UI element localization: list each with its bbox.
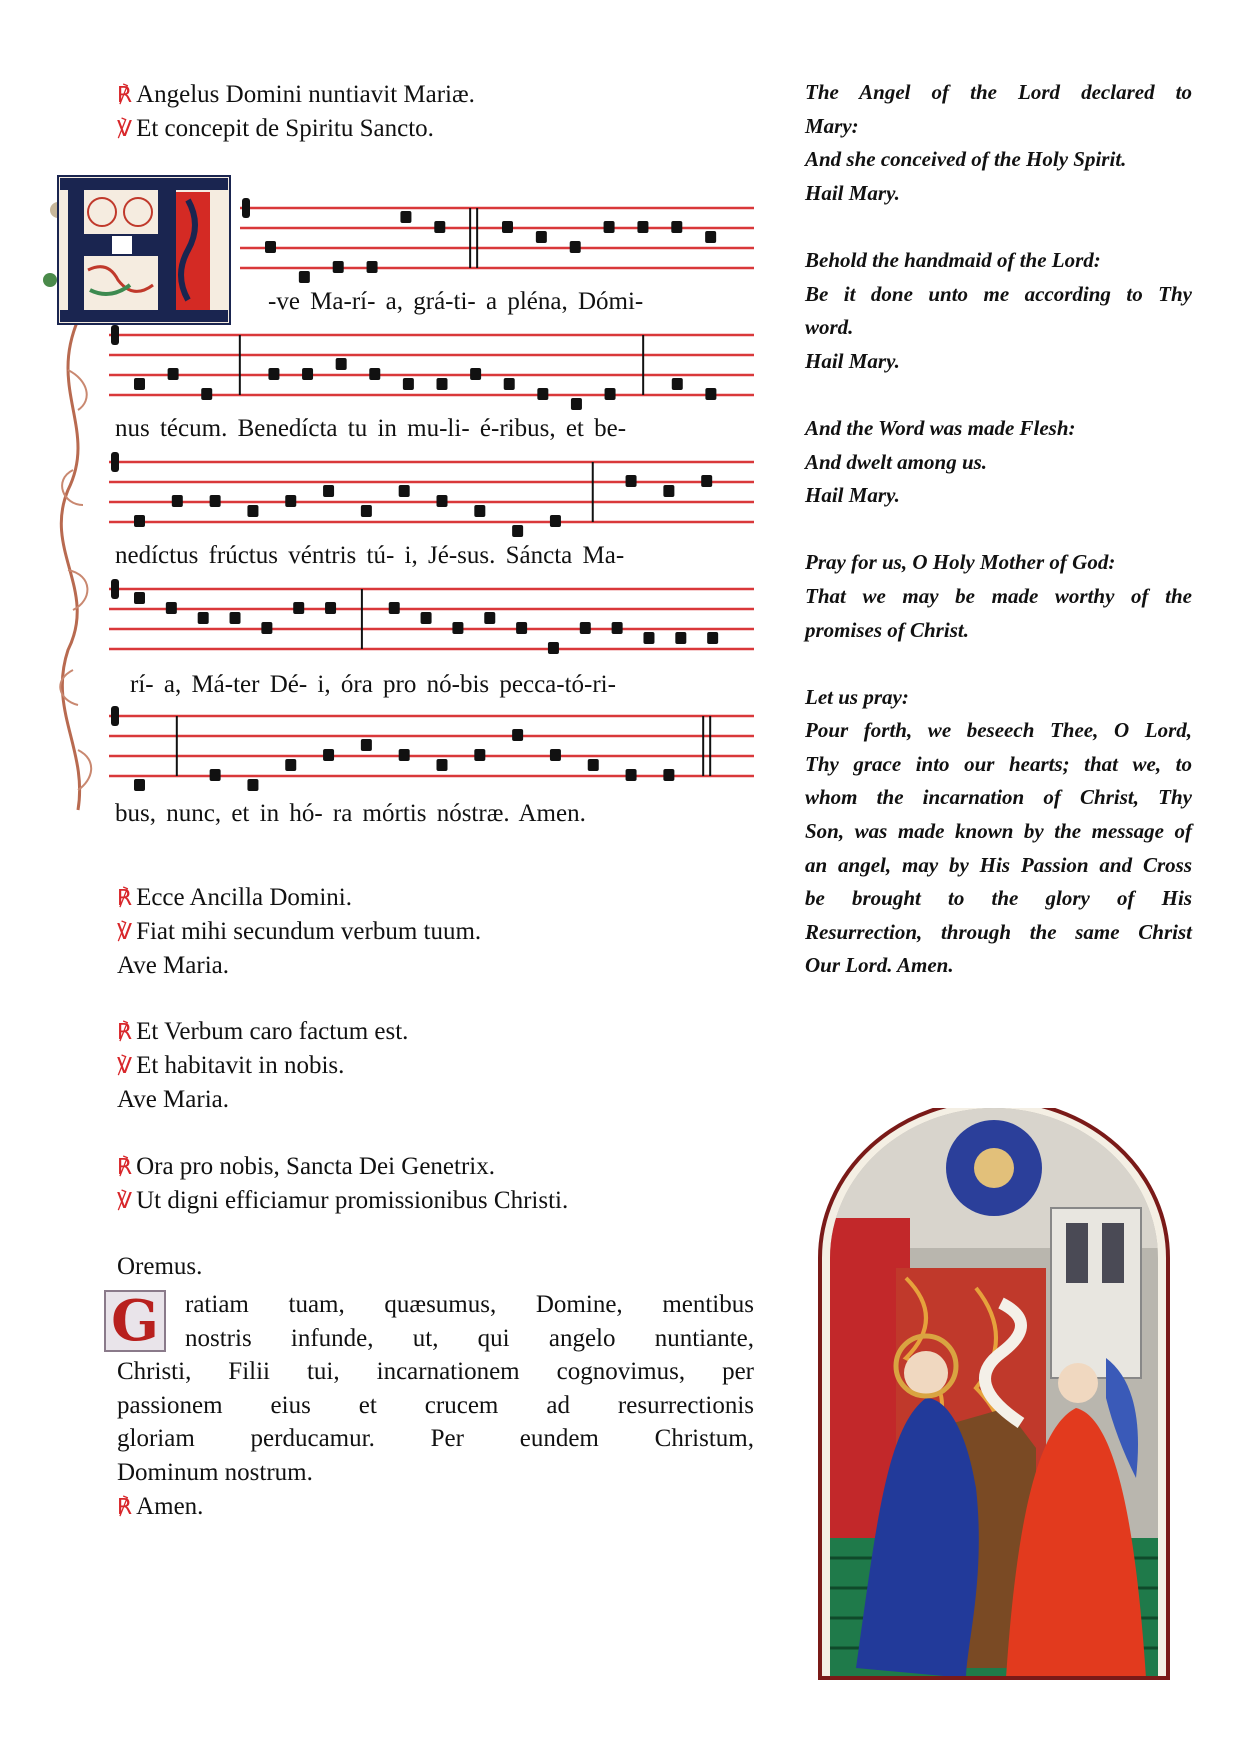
c-clef-icon: [242, 198, 250, 218]
prayer-line: gloriam perducamur. Per eundem Christum,: [117, 1425, 754, 1453]
neume-note: [701, 475, 712, 487]
neume-note: [434, 221, 445, 233]
neume-note: [198, 612, 209, 624]
prayer-line: nostris infunde, ut, qui angelo nuntiante,: [185, 1324, 754, 1352]
neume-note: [336, 358, 347, 370]
annunciation-miniature: [816, 1108, 1172, 1680]
neume-note: [367, 261, 378, 273]
neume-note: [323, 749, 334, 761]
response-icon: ℟: [117, 886, 133, 911]
neume-note: [323, 485, 334, 497]
response-icon: ℟: [117, 1494, 133, 1520]
neume-note: [516, 622, 527, 634]
neume-note: [210, 495, 221, 507]
neume-note: [504, 378, 515, 390]
neume-note: [399, 485, 410, 497]
neume-note: [403, 378, 414, 390]
response-icon: ℟: [117, 83, 133, 108]
neume-note: [671, 221, 682, 233]
neume-note: [550, 749, 561, 761]
neume-note: [626, 769, 637, 781]
translation-line: word.: [805, 315, 854, 340]
neume-note: [663, 485, 674, 497]
translation-line: The Angel of the Lord declared to: [805, 80, 1192, 104]
neume-note: [230, 612, 241, 624]
neume-note: [361, 505, 372, 517]
neume-note: [502, 221, 513, 233]
prayer-line: Christi, Filii tui, incarnationem cognovimus, per: [117, 1358, 754, 1386]
verse-1-response: [117, 883, 352, 914]
translation-line: be brought to the glory of His: [805, 886, 1192, 911]
neume-note: [285, 759, 296, 771]
amen-text: Amen.: [136, 1492, 204, 1520]
neume-note: [705, 231, 716, 243]
verse-1-ave: Ave Maria.: [117, 952, 229, 979]
verse-1-versicle: [117, 917, 481, 948]
response-icon: ℟: [117, 1020, 133, 1045]
neume-note: [675, 632, 686, 644]
translation-line: Behold the handmaid of the Lord:: [805, 247, 1101, 272]
neume-note: [588, 759, 599, 771]
verse-2-ave: Ave Maria.: [117, 1086, 229, 1113]
neume-note: [548, 642, 559, 654]
neume-note: [369, 368, 380, 380]
neume-note: [537, 388, 548, 400]
neume-note: [361, 739, 372, 751]
neume-note: [302, 368, 313, 380]
translation-line: Hail Mary.: [805, 348, 900, 373]
neume-note: [663, 769, 674, 781]
translation-line: And the Word was made Flesh:: [805, 415, 1076, 440]
translation-line: And dwelt among us.: [805, 449, 988, 474]
verse-3-response: [117, 1152, 495, 1183]
neume-note: [637, 221, 648, 233]
neume-note: [484, 612, 495, 624]
neume-note: [705, 388, 716, 400]
translation-line: Pray for us, O Holy Mother of God:: [805, 550, 1116, 575]
neume-note: [605, 388, 616, 400]
translation-line: Our Lord. Amen.: [805, 953, 954, 978]
neume-note: [172, 495, 183, 507]
oremus-title: Oremus.: [117, 1253, 203, 1280]
neume-note: [672, 378, 683, 390]
verse-text: Et Verbum caro factum est.: [136, 1018, 409, 1045]
prayer-line: Dominum nostrum.: [117, 1458, 313, 1486]
neume-note: [247, 779, 258, 791]
verse-3-versicle: [117, 1186, 568, 1217]
neume-note: [437, 759, 448, 771]
translation-line: Mary:: [805, 113, 859, 138]
translation-line: Hail Mary.: [805, 483, 900, 508]
neume-note: [571, 398, 582, 410]
neume-note: [452, 622, 463, 634]
prayer-line: ratiam tuam, quæsumus, Domine, mentibus: [185, 1291, 754, 1318]
neume-note: [612, 622, 623, 634]
neume-note: [421, 612, 432, 624]
lyrics-line-3: nedíctus frúctus véntris tú- i, Jé-sus. Sáncta Ma-: [115, 542, 625, 569]
neume-note: [399, 749, 410, 761]
c-clef-icon: [111, 325, 119, 345]
verse-2-versicle: [117, 1051, 344, 1082]
lyrics-line-1: -ve Ma-rí- a, grá-ti- a pléna, Dómi-: [268, 288, 644, 315]
neume-note: [299, 271, 310, 283]
c-clef-icon: [111, 706, 119, 726]
neume-note: [550, 515, 561, 527]
neume-note: [470, 368, 481, 380]
neume-note: [580, 622, 591, 634]
versicle-icon: ℣: [117, 1189, 133, 1214]
neume-note: [437, 378, 448, 390]
neume-note: [536, 231, 547, 243]
neume-note: [570, 241, 581, 253]
lyrics-line-5: bus, nunc, et in hó- ra mórtis nóstræ. Amen.: [115, 800, 586, 827]
translation-line: Be it done unto me according to Thy: [805, 281, 1192, 306]
translation-column: [805, 76, 1192, 983]
neume-note: [325, 602, 336, 614]
oremus-amen: [117, 1490, 754, 1525]
c-clef-icon: [111, 452, 119, 472]
neume-note: [604, 221, 615, 233]
verse-text: Et habitavit in nobis.: [136, 1052, 345, 1079]
neume-note: [210, 769, 221, 781]
opening-response-text: Angelus Domini nuntiavit Mariæ.: [136, 81, 475, 108]
neume-note: [512, 525, 523, 537]
neume-note: [285, 495, 296, 507]
prayer-line: passionem eius et crucem ad resurrectionis: [117, 1391, 754, 1419]
translation-line: promises of Christ.: [805, 617, 969, 642]
neume-note: [293, 602, 304, 614]
verse-text: Ut digni efficiamur promissionibus Christi.: [136, 1187, 569, 1214]
versicle-icon: ℣: [117, 1054, 133, 1079]
verse-text: Ecce Ancilla Domini.: [136, 884, 352, 911]
opening-versicle-text: Et concepit de Spiritu Sancto.: [136, 115, 434, 142]
c-clef-icon: [111, 579, 119, 599]
verse-2-response: [117, 1017, 408, 1048]
neume-note: [134, 378, 145, 390]
neume-note: [265, 241, 276, 253]
neume-note: [643, 632, 654, 644]
translation-line: an angel, may by His Passion and Cross: [805, 852, 1192, 877]
lyrics-line-2: nus técum. Benedícta tu in mu-li- é-ribus, et be-: [115, 415, 627, 442]
neume-note: [707, 632, 718, 644]
neume-note: [261, 622, 272, 634]
translation-line: Thy grace into our hearts; that we, to: [805, 751, 1192, 776]
versicle-icon: ℣: [117, 920, 133, 945]
initial-letter: G: [111, 1288, 159, 1354]
neume-note: [168, 368, 179, 380]
neume-note: [166, 602, 177, 614]
translation-line: Hail Mary.: [805, 180, 900, 205]
neume-note: [400, 211, 411, 223]
translation-line: Son, was made known by the message of: [805, 819, 1192, 844]
neume-note: [474, 749, 485, 761]
neume-note: [512, 729, 523, 741]
translation-line: Let us pray:: [805, 684, 909, 709]
translation-line: Resurrection, through the same Christ: [805, 919, 1192, 944]
neume-note: [134, 515, 145, 527]
verse-text: Fiat mihi secundum verbum tuum.: [136, 918, 482, 945]
neume-note: [134, 592, 145, 604]
verse-text: Ora pro nobis, Sancta Dei Genetrix.: [136, 1153, 495, 1180]
neume-note: [474, 505, 485, 517]
translation-line: whom the incarnation of Christ, Thy: [805, 785, 1192, 810]
response-icon: ℟: [117, 1155, 133, 1180]
neume-note: [626, 475, 637, 487]
neume-note: [134, 779, 145, 791]
translation-line: Pour forth, we beseech Thee, O Lord,: [805, 718, 1192, 743]
neume-note: [333, 261, 344, 273]
versicle-icon: ℣: [117, 117, 133, 142]
neume-note: [247, 505, 258, 517]
neume-note: [437, 495, 448, 507]
translation-line: That we may be made worthy of the: [805, 583, 1192, 608]
neume-note: [389, 602, 400, 614]
oremus-prayer: [117, 1288, 754, 1524]
translation-line: And she conceived of the Holy Spirit.: [805, 147, 1127, 172]
lyrics-line-4: rí- a, Má-ter Dé- i, óra pro nó-bis pecca-tó-ri-: [130, 671, 616, 698]
neume-note: [201, 388, 212, 400]
neume-note: [268, 368, 279, 380]
